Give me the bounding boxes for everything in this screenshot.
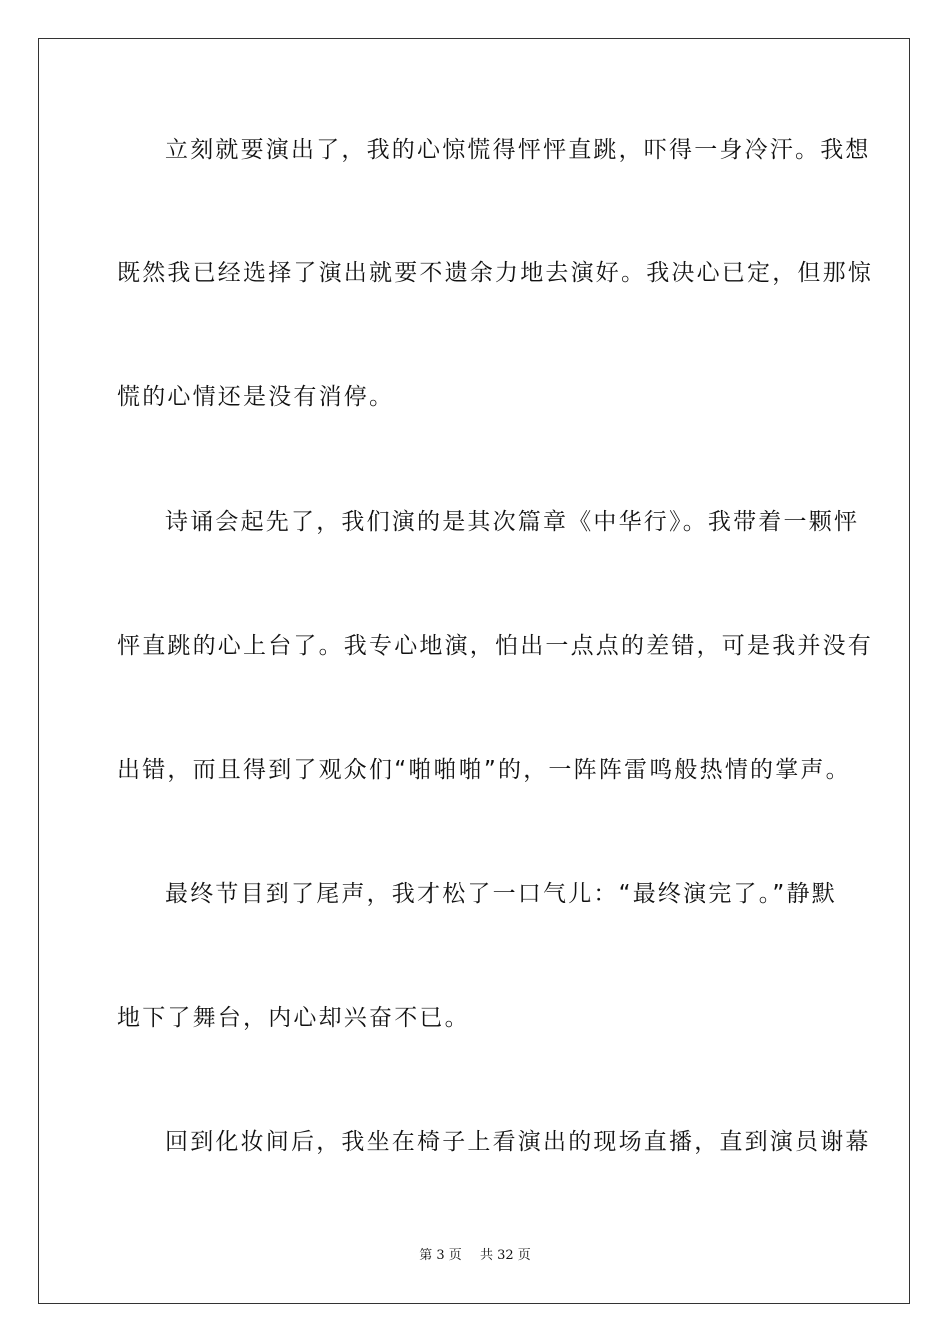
text-line: 立刻就要演出了，我的心惊慌得怦怦直跳，吓得一身冷汗。我想	[165, 137, 871, 163]
text-line: 出错，而且得到了观众们“啪啪啪”的，一阵阵雷鸣般热情的掌声。	[117, 757, 851, 783]
text-line: 回到化妆间后，我坐在椅子上看演出的现场直播，直到演员谢幕	[165, 1129, 871, 1155]
text-line: 最终节目到了尾声，我才松了一口气儿：“最终演完了。”静默	[165, 881, 837, 907]
text-line: 既然我已经选择了演出就要不遗余力地去演好。我决心已定，但那惊	[117, 260, 873, 286]
page-total: 共 32 页	[479, 1248, 531, 1263]
page-footer	[0, 1246, 950, 1266]
text-line: 怦直跳的心上台了。我专心地演，怕出一点点的差错，可是我并没有	[117, 633, 873, 659]
text-line: 地下了舞台，内心却兴奋不已。	[117, 1005, 470, 1031]
page-number: 第 3 页	[419, 1248, 462, 1263]
text-line: 诗诵会起先了，我们演的是其次篇章《中华行》。我带着一颗怦	[165, 509, 860, 535]
text-line: 慌的心情还是没有消停。	[117, 384, 395, 410]
page-border	[38, 38, 910, 1304]
